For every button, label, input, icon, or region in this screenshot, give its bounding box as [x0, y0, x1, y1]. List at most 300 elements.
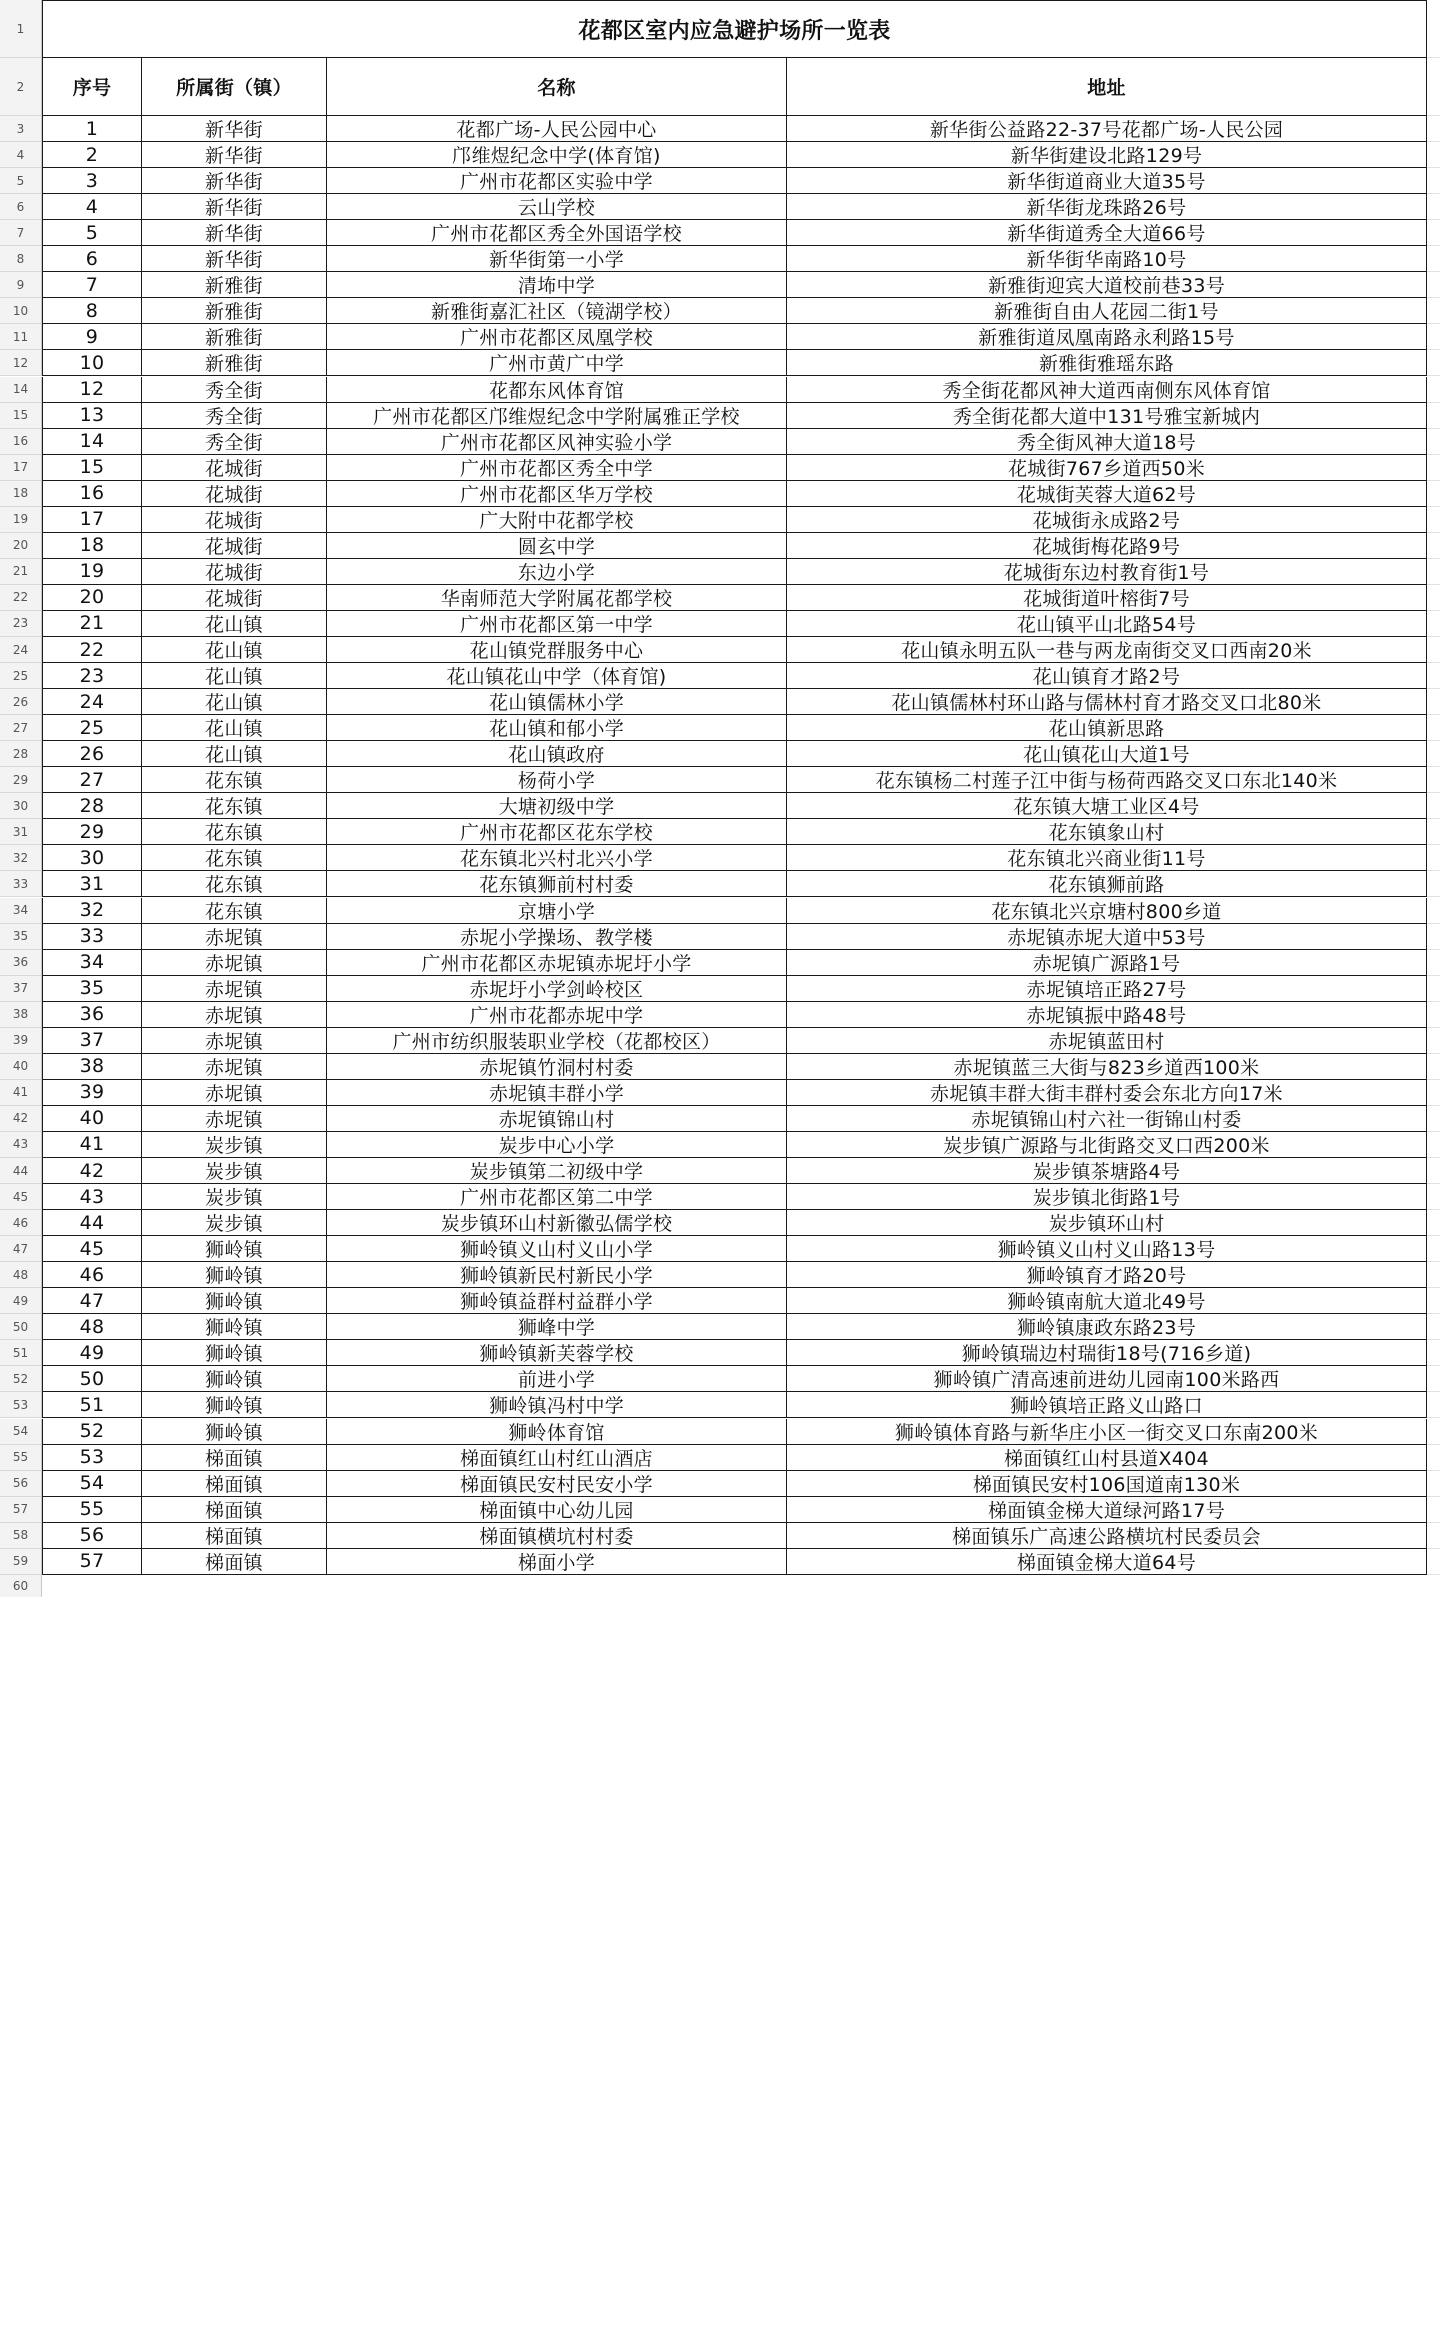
address-cell[interactable]: 新华街公益路22-37号花都广场-人民公园	[787, 116, 1427, 142]
name-cell[interactable]: 赤坭圩小学剑岭校区	[327, 976, 787, 1002]
address-cell[interactable]: 炭步镇茶塘路4号	[787, 1158, 1427, 1184]
name-cell[interactable]: 前进小学	[327, 1366, 787, 1392]
address-cell[interactable]: 狮岭镇南航大道北49号	[787, 1288, 1427, 1314]
address-cell[interactable]: 花城街永成路2号	[787, 507, 1427, 533]
address-cell[interactable]: 花城街芙蓉大道62号	[787, 481, 1427, 507]
name-cell[interactable]: 清㘵中学	[327, 272, 787, 298]
address-cell[interactable]: 秀全街风神大道18号	[787, 429, 1427, 455]
address-cell[interactable]: 花山镇花山大道1号	[787, 741, 1427, 767]
seq-cell[interactable]: 56	[42, 1523, 142, 1549]
seq-cell[interactable]: 10	[42, 350, 142, 376]
name-cell[interactable]: 广州市花都区第一中学	[327, 611, 787, 637]
seq-cell[interactable]: 51	[42, 1392, 142, 1418]
row-number[interactable]: 3	[0, 116, 42, 142]
seq-cell[interactable]: 42	[42, 1158, 142, 1184]
town-cell[interactable]: 花城街	[142, 559, 327, 585]
town-cell[interactable]: 狮岭镇	[142, 1314, 327, 1340]
town-cell[interactable]: 新华街	[142, 142, 327, 168]
seq-cell[interactable]: 43	[42, 1184, 142, 1210]
town-cell[interactable]: 新雅街	[142, 350, 327, 376]
town-cell[interactable]: 赤坭镇	[142, 1080, 327, 1106]
header-seq[interactable]: 序号	[42, 58, 142, 116]
town-cell[interactable]: 秀全街	[142, 377, 327, 403]
row-number[interactable]: 60	[0, 1575, 42, 1597]
name-cell[interactable]: 广州市纺织服装职业学校（花都校区）	[327, 1028, 787, 1054]
row-number[interactable]: 5	[0, 168, 42, 194]
row-number[interactable]: 32	[0, 845, 42, 871]
row-number[interactable]: 55	[0, 1445, 42, 1471]
name-cell[interactable]: 狮峰中学	[327, 1314, 787, 1340]
seq-cell[interactable]: 5	[42, 220, 142, 246]
town-cell[interactable]: 梯面镇	[142, 1471, 327, 1497]
address-cell[interactable]: 狮岭镇培正路义山路口	[787, 1392, 1427, 1418]
name-cell[interactable]: 炭步中心小学	[327, 1132, 787, 1158]
seq-cell[interactable]: 3	[42, 168, 142, 194]
seq-cell[interactable]: 50	[42, 1366, 142, 1392]
name-cell[interactable]: 云山学校	[327, 194, 787, 220]
name-cell[interactable]: 广州市花都区秀全外国语学校	[327, 220, 787, 246]
seq-cell[interactable]: 46	[42, 1262, 142, 1288]
name-cell[interactable]: 狮岭镇新民村新民小学	[327, 1262, 787, 1288]
seq-cell[interactable]: 39	[42, 1080, 142, 1106]
table-row	[0, 637, 1440, 663]
address-cell[interactable]: 花城街767乡道西50米	[787, 455, 1427, 481]
row-number[interactable]: 41	[0, 1080, 42, 1106]
row-number[interactable]: 27	[0, 715, 42, 741]
row-number[interactable]: 39	[0, 1028, 42, 1054]
name-cell[interactable]: 梯面镇横坑村村委	[327, 1523, 787, 1549]
address-cell[interactable]: 炭步镇北街路1号	[787, 1184, 1427, 1210]
town-cell[interactable]: 新华街	[142, 246, 327, 272]
town-cell[interactable]: 花山镇	[142, 637, 327, 663]
name-cell[interactable]: 广州市花都区凤凰学校	[327, 324, 787, 350]
header-town[interactable]: 所属街（镇）	[142, 58, 327, 116]
name-cell[interactable]: 广州市花都区赤坭镇赤坭圩小学	[327, 950, 787, 976]
seq-cell[interactable]: 57	[42, 1549, 142, 1575]
row-number[interactable]: 56	[0, 1471, 42, 1497]
town-cell[interactable]: 赤坭镇	[142, 976, 327, 1002]
address-cell[interactable]: 梯面镇红山村县道X404	[787, 1445, 1427, 1471]
row-number[interactable]: 52	[0, 1366, 42, 1392]
row-number[interactable]: 15	[0, 403, 42, 429]
seq-cell[interactable]: 35	[42, 976, 142, 1002]
row-number[interactable]: 18	[0, 481, 42, 507]
row-number[interactable]: 30	[0, 793, 42, 819]
row-number[interactable]: 50	[0, 1314, 42, 1340]
town-cell[interactable]: 花东镇	[142, 845, 327, 871]
row-number[interactable]: 40	[0, 1054, 42, 1080]
row-number[interactable]: 6	[0, 194, 42, 220]
row-number[interactable]: 54	[0, 1419, 42, 1445]
address-cell[interactable]: 狮岭镇体育路与新华庄小区一街交叉口东南200米	[787, 1419, 1427, 1445]
town-cell[interactable]: 赤坭镇	[142, 1002, 327, 1028]
seq-cell[interactable]: 54	[42, 1471, 142, 1497]
address-cell[interactable]: 狮岭镇义山村义山路13号	[787, 1236, 1427, 1262]
table-row	[0, 142, 1440, 168]
address-cell[interactable]: 花山镇新思路	[787, 715, 1427, 741]
name-cell[interactable]: 花山镇和郁小学	[327, 715, 787, 741]
seq-cell[interactable]: 22	[42, 637, 142, 663]
town-cell[interactable]: 花东镇	[142, 898, 327, 924]
name-cell[interactable]: 梯面镇红山村红山酒店	[327, 1445, 787, 1471]
town-cell[interactable]: 赤坭镇	[142, 1054, 327, 1080]
row-number[interactable]: 42	[0, 1106, 42, 1132]
row-number[interactable]: 59	[0, 1549, 42, 1575]
seq-cell[interactable]: 53	[42, 1445, 142, 1471]
town-cell[interactable]: 花城街	[142, 585, 327, 611]
row-number[interactable]: 31	[0, 819, 42, 845]
address-cell[interactable]: 花东镇狮前路	[787, 871, 1427, 897]
name-cell[interactable]: 赤坭镇竹洞村村委	[327, 1054, 787, 1080]
seq-cell[interactable]: 6	[42, 246, 142, 272]
town-cell[interactable]: 花东镇	[142, 793, 327, 819]
address-cell[interactable]: 花城街梅花路9号	[787, 533, 1427, 559]
name-cell[interactable]: 花都广场-人民公园中心	[327, 116, 787, 142]
town-cell[interactable]: 梯面镇	[142, 1497, 327, 1523]
seq-cell[interactable]: 14	[42, 429, 142, 455]
row-number[interactable]: 11	[0, 324, 42, 350]
address-cell[interactable]: 新华街龙珠路26号	[787, 194, 1427, 220]
address-cell[interactable]: 新华街华南路10号	[787, 246, 1427, 272]
name-cell[interactable]: 广州市花都区秀全中学	[327, 455, 787, 481]
town-cell[interactable]: 狮岭镇	[142, 1236, 327, 1262]
town-cell[interactable]: 花东镇	[142, 871, 327, 897]
seq-cell[interactable]: 26	[42, 741, 142, 767]
row-number[interactable]: 24	[0, 637, 42, 663]
town-cell[interactable]: 梯面镇	[142, 1549, 327, 1575]
town-cell[interactable]: 花山镇	[142, 611, 327, 637]
town-cell[interactable]: 新华街	[142, 168, 327, 194]
seq-cell[interactable]: 55	[42, 1497, 142, 1523]
seq-cell[interactable]: 13	[42, 403, 142, 429]
address-cell[interactable]: 炭步镇广源路与北街路交叉口西200米	[787, 1132, 1427, 1158]
row-number[interactable]: 1	[0, 0, 42, 58]
name-cell[interactable]: 华南师范大学附属花都学校	[327, 585, 787, 611]
name-cell[interactable]: 广州市花都区第二中学	[327, 1184, 787, 1210]
row-number[interactable]: 14	[0, 377, 42, 403]
town-cell[interactable]: 花城街	[142, 533, 327, 559]
row-number[interactable]: 46	[0, 1210, 42, 1236]
name-cell[interactable]: 狮岭镇义山村义山小学	[327, 1236, 787, 1262]
address-cell[interactable]: 赤坭镇蓝三大街与823乡道西100米	[787, 1054, 1427, 1080]
table-row	[0, 116, 1440, 142]
table-row	[0, 1392, 1440, 1418]
address-cell[interactable]: 花东镇象山村	[787, 819, 1427, 845]
town-cell[interactable]: 新雅街	[142, 324, 327, 350]
name-cell[interactable]: 圆玄中学	[327, 533, 787, 559]
name-cell[interactable]: 邝维煜纪念中学(体育馆)	[327, 142, 787, 168]
address-cell[interactable]: 梯面镇乐广高速公路横坑村民委员会	[787, 1523, 1427, 1549]
address-cell[interactable]: 梯面镇民安村106国道南130米	[787, 1471, 1427, 1497]
address-cell[interactable]: 狮岭镇瑞边村瑞街18号(716乡道)	[787, 1340, 1427, 1366]
seq-cell[interactable]: 7	[42, 272, 142, 298]
table-row	[0, 663, 1440, 689]
seq-cell[interactable]: 52	[42, 1419, 142, 1445]
name-cell[interactable]: 京塘小学	[327, 898, 787, 924]
row-number[interactable]: 53	[0, 1392, 42, 1418]
town-cell[interactable]: 狮岭镇	[142, 1288, 327, 1314]
row-number[interactable]: 17	[0, 455, 42, 481]
address-cell[interactable]: 花东镇大塘工业区4号	[787, 793, 1427, 819]
town-cell[interactable]: 新华街	[142, 194, 327, 220]
address-cell[interactable]: 梯面镇金梯大道64号	[787, 1549, 1427, 1575]
seq-cell[interactable]: 47	[42, 1288, 142, 1314]
seq-cell[interactable]: 37	[42, 1028, 142, 1054]
seq-cell[interactable]: 23	[42, 663, 142, 689]
name-cell[interactable]: 广州市花都赤坭中学	[327, 1002, 787, 1028]
name-cell[interactable]: 广大附中花都学校	[327, 507, 787, 533]
seq-cell[interactable]: 45	[42, 1236, 142, 1262]
row-number[interactable]: 19	[0, 507, 42, 533]
address-cell[interactable]: 梯面镇金梯大道绿河路17号	[787, 1497, 1427, 1523]
row-number[interactable]: 26	[0, 689, 42, 715]
address-cell[interactable]: 赤坭镇锦山村六社一街锦山村委	[787, 1106, 1427, 1132]
name-cell[interactable]: 梯面镇中心幼儿园	[327, 1497, 787, 1523]
town-cell[interactable]: 花东镇	[142, 819, 327, 845]
row-number[interactable]: 43	[0, 1132, 42, 1158]
seq-cell[interactable]: 32	[42, 898, 142, 924]
name-cell[interactable]: 新雅街嘉汇社区（镜湖学校）	[327, 298, 787, 324]
address-cell[interactable]: 秀全街花都风神大道西南侧东风体育馆	[787, 377, 1427, 403]
address-cell[interactable]: 新雅街迎宾大道校前巷33号	[787, 272, 1427, 298]
town-cell[interactable]: 狮岭镇	[142, 1419, 327, 1445]
row-number[interactable]: 36	[0, 950, 42, 976]
row-number[interactable]: 35	[0, 924, 42, 950]
seq-cell[interactable]: 15	[42, 455, 142, 481]
address-cell[interactable]: 炭步镇环山村	[787, 1210, 1427, 1236]
town-cell[interactable]: 狮岭镇	[142, 1262, 327, 1288]
town-cell[interactable]: 炭步镇	[142, 1210, 327, 1236]
row-number[interactable]: 49	[0, 1288, 42, 1314]
row-number[interactable]: 58	[0, 1523, 42, 1549]
address-cell[interactable]: 新雅街雅瑶东路	[787, 350, 1427, 376]
name-cell[interactable]: 赤坭镇丰群小学	[327, 1080, 787, 1106]
address-cell[interactable]: 花东镇杨二村莲子江中街与杨荷西路交叉口东北140米	[787, 767, 1427, 793]
row-number[interactable]: 28	[0, 741, 42, 767]
seq-cell[interactable]: 2	[42, 142, 142, 168]
town-cell[interactable]: 炭步镇	[142, 1184, 327, 1210]
seq-cell[interactable]: 1	[42, 116, 142, 142]
row-number[interactable]: 29	[0, 767, 42, 793]
row-number[interactable]: 10	[0, 298, 42, 324]
address-cell[interactable]: 赤坭镇振中路48号	[787, 1002, 1427, 1028]
address-cell[interactable]: 花山镇平山北路54号	[787, 611, 1427, 637]
seq-cell[interactable]: 25	[42, 715, 142, 741]
address-cell[interactable]: 花东镇北兴商业街11号	[787, 845, 1427, 871]
seq-cell[interactable]: 41	[42, 1132, 142, 1158]
address-cell[interactable]: 花城街东边村教育街1号	[787, 559, 1427, 585]
row-number[interactable]: 12	[0, 350, 42, 376]
town-cell[interactable]: 炭步镇	[142, 1132, 327, 1158]
town-cell[interactable]: 梯面镇	[142, 1523, 327, 1549]
seq-cell[interactable]: 30	[42, 845, 142, 871]
town-cell[interactable]: 赤坭镇	[142, 1028, 327, 1054]
name-cell[interactable]: 炭步镇环山村新徽弘儒学校	[327, 1210, 787, 1236]
row-number[interactable]: 45	[0, 1184, 42, 1210]
row-number[interactable]: 9	[0, 272, 42, 298]
town-cell[interactable]: 花东镇	[142, 767, 327, 793]
seq-cell[interactable]: 21	[42, 611, 142, 637]
name-cell[interactable]: 赤坭小学操场、教学楼	[327, 924, 787, 950]
address-cell[interactable]: 赤坭镇丰群大街丰群村委会东北方向17米	[787, 1080, 1427, 1106]
row-number[interactable]: 21	[0, 559, 42, 585]
town-cell[interactable]: 花山镇	[142, 663, 327, 689]
name-cell[interactable]: 花东镇狮前村村委	[327, 871, 787, 897]
name-cell[interactable]: 花山镇花山中学（体育馆)	[327, 663, 787, 689]
town-cell[interactable]: 花城街	[142, 455, 327, 481]
name-cell[interactable]: 花东镇北兴村北兴小学	[327, 845, 787, 871]
table-row	[0, 429, 1440, 455]
town-cell[interactable]: 花山镇	[142, 741, 327, 767]
seq-cell[interactable]: 4	[42, 194, 142, 220]
address-cell[interactable]: 赤坭镇赤坭大道中53号	[787, 924, 1427, 950]
row-number[interactable]: 44	[0, 1158, 42, 1184]
header-address[interactable]: 地址	[787, 58, 1427, 116]
row-number[interactable]: 7	[0, 220, 42, 246]
name-cell[interactable]: 杨荷小学	[327, 767, 787, 793]
row-number[interactable]: 57	[0, 1497, 42, 1523]
address-cell[interactable]: 新华街道秀全大道66号	[787, 220, 1427, 246]
seq-cell[interactable]: 29	[42, 819, 142, 845]
name-cell[interactable]: 广州市花都区花东学校	[327, 819, 787, 845]
row-number[interactable]: 8	[0, 246, 42, 272]
name-cell[interactable]: 大塘初级中学	[327, 793, 787, 819]
table-row	[0, 1523, 1440, 1549]
table-row	[0, 1236, 1440, 1262]
address-cell[interactable]: 新华街建设北路129号	[787, 142, 1427, 168]
name-cell[interactable]: 广州市黄广中学	[327, 350, 787, 376]
town-cell[interactable]: 新雅街	[142, 272, 327, 298]
row-number[interactable]: 37	[0, 976, 42, 1002]
sheet-title[interactable]: 花都区室内应急避护场所一览表	[42, 0, 1427, 58]
seq-cell[interactable]: 27	[42, 767, 142, 793]
name-cell[interactable]: 狮岭镇益群村益群小学	[327, 1288, 787, 1314]
name-cell[interactable]: 梯面镇民安村民安小学	[327, 1471, 787, 1497]
town-cell[interactable]: 花城街	[142, 481, 327, 507]
town-cell[interactable]: 新雅街	[142, 298, 327, 324]
seq-cell[interactable]: 12	[42, 377, 142, 403]
address-cell[interactable]: 花山镇永明五队一巷与两龙南街交叉口西南20米	[787, 637, 1427, 663]
row-number[interactable]: 22	[0, 585, 42, 611]
table-row	[0, 1210, 1440, 1236]
town-cell[interactable]: 狮岭镇	[142, 1366, 327, 1392]
address-cell[interactable]: 花东镇北兴京塘村800乡道	[787, 898, 1427, 924]
address-cell[interactable]: 赤坭镇广源路1号	[787, 950, 1427, 976]
name-cell[interactable]: 赤坭镇锦山村	[327, 1106, 787, 1132]
name-cell[interactable]: 广州市花都区风神实验小学	[327, 429, 787, 455]
name-cell[interactable]: 花山镇政府	[327, 741, 787, 767]
address-cell[interactable]: 赤坭镇培正路27号	[787, 976, 1427, 1002]
town-cell[interactable]: 花城街	[142, 507, 327, 533]
seq-cell[interactable]: 8	[42, 298, 142, 324]
row-number[interactable]: 33	[0, 871, 42, 897]
town-cell[interactable]: 赤坭镇	[142, 924, 327, 950]
name-cell[interactable]: 花山镇党群服务中心	[327, 637, 787, 663]
town-cell[interactable]: 梯面镇	[142, 1445, 327, 1471]
seq-cell[interactable]: 24	[42, 689, 142, 715]
address-cell[interactable]: 花山镇育才路2号	[787, 663, 1427, 689]
name-cell[interactable]: 花山镇儒林小学	[327, 689, 787, 715]
town-cell[interactable]: 秀全街	[142, 429, 327, 455]
header-name[interactable]: 名称	[327, 58, 787, 116]
address-cell[interactable]: 秀全街花都大道中131号雅宝新城内	[787, 403, 1427, 429]
seq-cell[interactable]: 18	[42, 533, 142, 559]
town-cell[interactable]: 花山镇	[142, 689, 327, 715]
name-cell[interactable]: 梯面小学	[327, 1549, 787, 1575]
address-cell[interactable]: 花城街道叶榕街7号	[787, 585, 1427, 611]
town-cell[interactable]: 花山镇	[142, 715, 327, 741]
row-number[interactable]: 51	[0, 1340, 42, 1366]
row-number[interactable]: 34	[0, 898, 42, 924]
seq-cell[interactable]: 17	[42, 507, 142, 533]
seq-cell[interactable]: 40	[42, 1106, 142, 1132]
seq-cell[interactable]: 36	[42, 1002, 142, 1028]
seq-cell[interactable]: 33	[42, 924, 142, 950]
seq-cell[interactable]: 20	[42, 585, 142, 611]
seq-cell[interactable]: 9	[42, 324, 142, 350]
town-cell[interactable]: 赤坭镇	[142, 950, 327, 976]
town-cell[interactable]: 新华街	[142, 220, 327, 246]
seq-cell[interactable]: 49	[42, 1340, 142, 1366]
seq-cell[interactable]: 44	[42, 1210, 142, 1236]
address-cell[interactable]: 新雅街自由人花园二街1号	[787, 298, 1427, 324]
seq-cell[interactable]: 48	[42, 1314, 142, 1340]
seq-cell[interactable]: 16	[42, 481, 142, 507]
town-cell[interactable]: 秀全街	[142, 403, 327, 429]
row-number[interactable]: 20	[0, 533, 42, 559]
address-cell[interactable]: 花山镇儒林村环山路与儒林村育才路交叉口北80米	[787, 689, 1427, 715]
row-number[interactable]: 23	[0, 611, 42, 637]
row-number[interactable]: 4	[0, 142, 42, 168]
seq-cell[interactable]: 34	[42, 950, 142, 976]
row-number[interactable]: 38	[0, 1002, 42, 1028]
town-cell[interactable]: 新华街	[142, 116, 327, 142]
seq-cell[interactable]: 38	[42, 1054, 142, 1080]
address-cell[interactable]: 新华街道商业大道35号	[787, 168, 1427, 194]
name-cell[interactable]: 狮岭体育馆	[327, 1419, 787, 1445]
row-number[interactable]: 16	[0, 429, 42, 455]
name-cell[interactable]: 炭步镇第二初级中学	[327, 1158, 787, 1184]
seq-cell[interactable]: 31	[42, 871, 142, 897]
town-cell[interactable]: 炭步镇	[142, 1158, 327, 1184]
name-cell[interactable]: 狮岭镇冯村中学	[327, 1392, 787, 1418]
name-cell[interactable]: 狮岭镇新芙蓉学校	[327, 1340, 787, 1366]
table-row	[0, 1419, 1440, 1445]
address-cell[interactable]: 狮岭镇广清高速前进幼儿园南100米路西	[787, 1366, 1427, 1392]
row-number[interactable]: 2	[0, 58, 42, 116]
seq-cell[interactable]: 28	[42, 793, 142, 819]
table-row	[0, 1314, 1440, 1340]
town-cell[interactable]: 赤坭镇	[142, 1106, 327, 1132]
name-cell[interactable]: 新华街第一小学	[327, 246, 787, 272]
address-cell[interactable]: 新雅街道凤凰南路永利路15号	[787, 324, 1427, 350]
row-number[interactable]: 48	[0, 1262, 42, 1288]
table-row	[0, 1471, 1440, 1497]
seq-cell[interactable]: 19	[42, 559, 142, 585]
town-cell[interactable]: 狮岭镇	[142, 1392, 327, 1418]
row-number[interactable]: 47	[0, 1236, 42, 1262]
name-cell[interactable]: 花都东风体育馆	[327, 377, 787, 403]
name-cell[interactable]: 广州市花都区邝维煜纪念中学附属雅正学校	[327, 403, 787, 429]
name-cell[interactable]: 广州市花都区实验中学	[327, 168, 787, 194]
row-number[interactable]: 25	[0, 663, 42, 689]
name-cell[interactable]: 东边小学	[327, 559, 787, 585]
name-cell[interactable]: 广州市花都区华万学校	[327, 481, 787, 507]
address-cell[interactable]: 狮岭镇康政东路23号	[787, 1314, 1427, 1340]
address-cell[interactable]: 赤坭镇蓝田村	[787, 1028, 1427, 1054]
address-cell[interactable]: 狮岭镇育才路20号	[787, 1262, 1427, 1288]
town-cell[interactable]: 狮岭镇	[142, 1340, 327, 1366]
